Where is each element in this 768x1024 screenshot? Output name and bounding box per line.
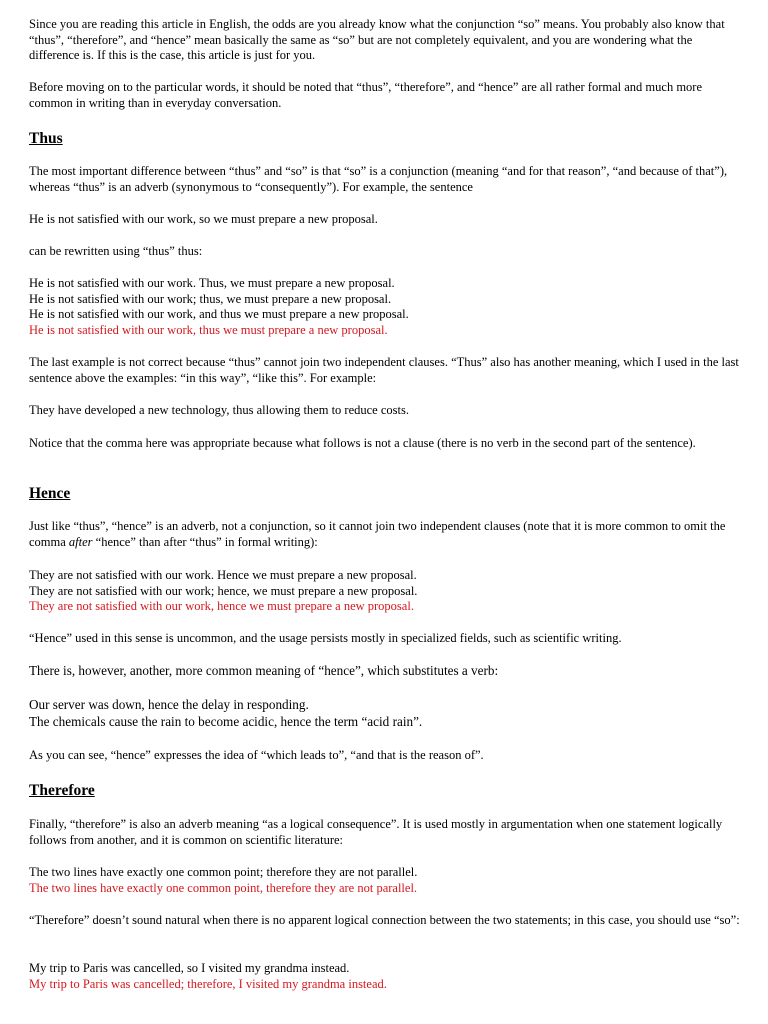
incorrect-example-line: He is not satisfied with our work, thus we must prepare a new proposal. (29, 322, 388, 337)
thus-paragraph-4: Notice that the comma here was appropriate because what follows is not a clause (there is no verb in the second part of the sentence). (29, 436, 696, 450)
hence-examples-list-2 (29, 697, 741, 730)
therefore-paragraph-2: “Therefore” doesn’t sound natural when there is no apparent logical connection between the two statements; in this case, you should use “so”: (29, 913, 740, 927)
incorrect-example-line: My trip to Paris was cancelled; therefore, I visited my grandma instead. (29, 976, 387, 991)
incorrect-example-line: They are not satisfied with our work, hence we must prepare a new proposal. (29, 599, 414, 613)
intro-paragraph-1: Since you are reading this article in English, the odds are you already know what the conjunction “so” means. You probably also know that “thus”, “therefore”, and “hence” mean basically the same as “so” but are not completely equivalent, and you are wondering what the difference is. If this is the case, this article is just for you. (29, 17, 725, 62)
therefore-paragraph-1: Finally, “therefore” is also an adverb meaning “as a logical consequence”. It is used mostly in argumentation when one statement logically follows from another, and it is common on scientific literature: (29, 817, 723, 847)
hence-paragraph-1: Just like “thus”, “hence” is an adverb, not a conjunction, so it cannot join two independent clauses (note that it is more common to omit the comma after “hence” than after “thus” in formal writing): (29, 519, 726, 549)
heading-thus: Thus (29, 130, 63, 147)
therefore-examples-list (29, 865, 741, 896)
thus-paragraph-1: The most important difference between “thus” and “so” is that “so” is a conjunction (meaning “and for that reason”, “and because of that”), whereas “thus” is an adverb (synonymous to “consequently”). For example, the sentence (29, 164, 728, 194)
example-line: He is not satisfied with our work, and thus we must prepare a new proposal. (29, 307, 409, 321)
thus-paragraph-2: can be rewritten using “thus” thus: (29, 244, 203, 258)
thus-example-2: They have developed a new technology, thus allowing them to reduce costs. (29, 403, 409, 417)
therefore-examples-list-2 (29, 961, 741, 992)
emphasis-after: after (68, 534, 93, 549)
example-line: My trip to Paris was cancelled, so I visited my grandma instead. (29, 961, 350, 975)
example-line: The two lines have exactly one common point; therefore they are not parallel. (29, 865, 418, 879)
example-line: They are not satisfied with our work. Hence we must prepare a new proposal. (29, 568, 417, 582)
hence-paragraph-4: As you can see, “hence” expresses the idea of “which leads to”, “and that is the reason of”. (29, 748, 484, 762)
example-line: The chemicals cause the rain to become acidic, hence the term “acid rain”. (29, 713, 423, 729)
heading-hence: Hence (29, 485, 71, 502)
thus-examples-list (29, 276, 741, 338)
heading-therefore: Therefore (29, 782, 95, 799)
example-line: He is not satisfied with our work. Thus, we must prepare a new proposal. (29, 276, 395, 290)
example-line: He is not satisfied with our work; thus, we must prepare a new proposal. (29, 291, 392, 306)
hence-examples-list (29, 568, 741, 615)
example-line: Our server was down, hence the delay in responding. (29, 697, 309, 712)
incorrect-example-line: The two lines have exactly one common point, therefore they are not parallel. (29, 880, 418, 895)
intro-paragraph-2: Before moving on to the particular words, it should be noted that “thus”, “therefore”, and “hence” are all rather formal and much more common in writing than in everyday conversation. (29, 80, 703, 110)
thus-example-sentence: He is not satisfied with our work, so we must prepare a new proposal. (29, 212, 378, 226)
thus-paragraph-3: The last example is not correct because “thus” cannot join two independent clauses. “Thus” also has another meaning, which I used in the last sentence above the examples: “in this way”, “like this”. For example: (29, 355, 739, 385)
hence-paragraph-3: There is, however, another, more common meaning of “hence”, which substitutes a verb: (29, 663, 499, 678)
hence-paragraph-2: “Hence” used in this sense is uncommon, and the usage persists mostly in specialized fields, such as scientific writing. (29, 631, 622, 645)
example-line: They are not satisfied with our work; hence, we must prepare a new proposal. (29, 583, 418, 598)
